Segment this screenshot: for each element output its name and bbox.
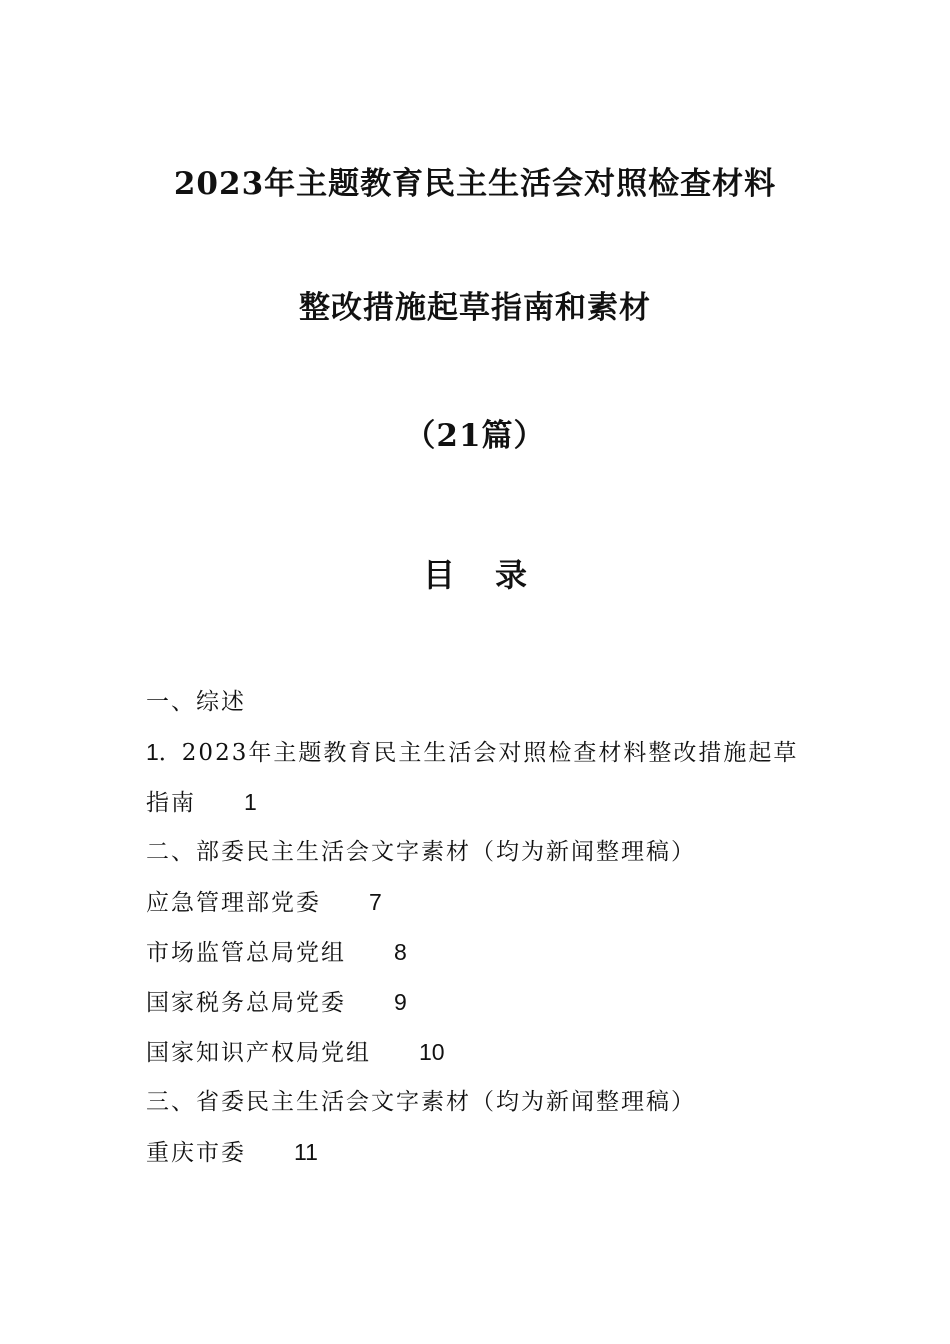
toc-heading [0,550,950,596]
toc-item-label: 应急管理部党委 [146,890,321,916]
toc-page-number: 9 [394,989,407,1015]
toc-item[interactable] [146,1032,816,1082]
toc-section-provinces: 三、省委民主生活会文字素材（均为新闻整理稿） [146,1089,696,1115]
table-of-contents [146,682,816,1182]
toc-page-number: 1 [244,789,257,815]
toc-section-overview: 一、综述 [146,689,246,715]
toc-item-label: 2023年主题教育民主生活会对照检查材料整改措施起草 [181,740,799,766]
toc-item[interactable] [146,882,816,932]
toc-page-number: 7 [369,889,382,915]
toc-item-label: 国家税务总局党委 [146,990,346,1016]
toc-item-label: 市场监管总局党组 [146,940,346,966]
toc-section-ministries: 二、部委民主生活会文字素材（均为新闻整理稿） [146,839,696,865]
toc-item-label-continued: 指南 [146,790,196,816]
document-title-line-1: 2023年主题教育民主生活会对照检查材料 [173,166,777,202]
toc-item-guide-continued[interactable] [146,782,816,832]
toc-item-label: 国家知识产权局党组 [146,1040,371,1066]
toc-item-number: 1． [146,739,182,765]
toc-page-number: 8 [394,939,407,965]
toc-heading-char-1: 目 [422,556,455,594]
toc-heading-char-2: 录 [495,556,528,594]
toc-item-label: 重庆市委 [146,1140,246,1166]
toc-page-number: 10 [419,1039,445,1065]
toc-item-guide[interactable] [146,732,816,782]
toc-page-number: 11 [294,1139,318,1165]
toc-item[interactable] [146,932,816,982]
toc-item[interactable] [146,1132,816,1182]
toc-item[interactable] [146,982,816,1032]
document-title-count: （21篇） [404,418,546,454]
document-title-line-2: 整改措施起草指南和素材 [299,290,651,326]
